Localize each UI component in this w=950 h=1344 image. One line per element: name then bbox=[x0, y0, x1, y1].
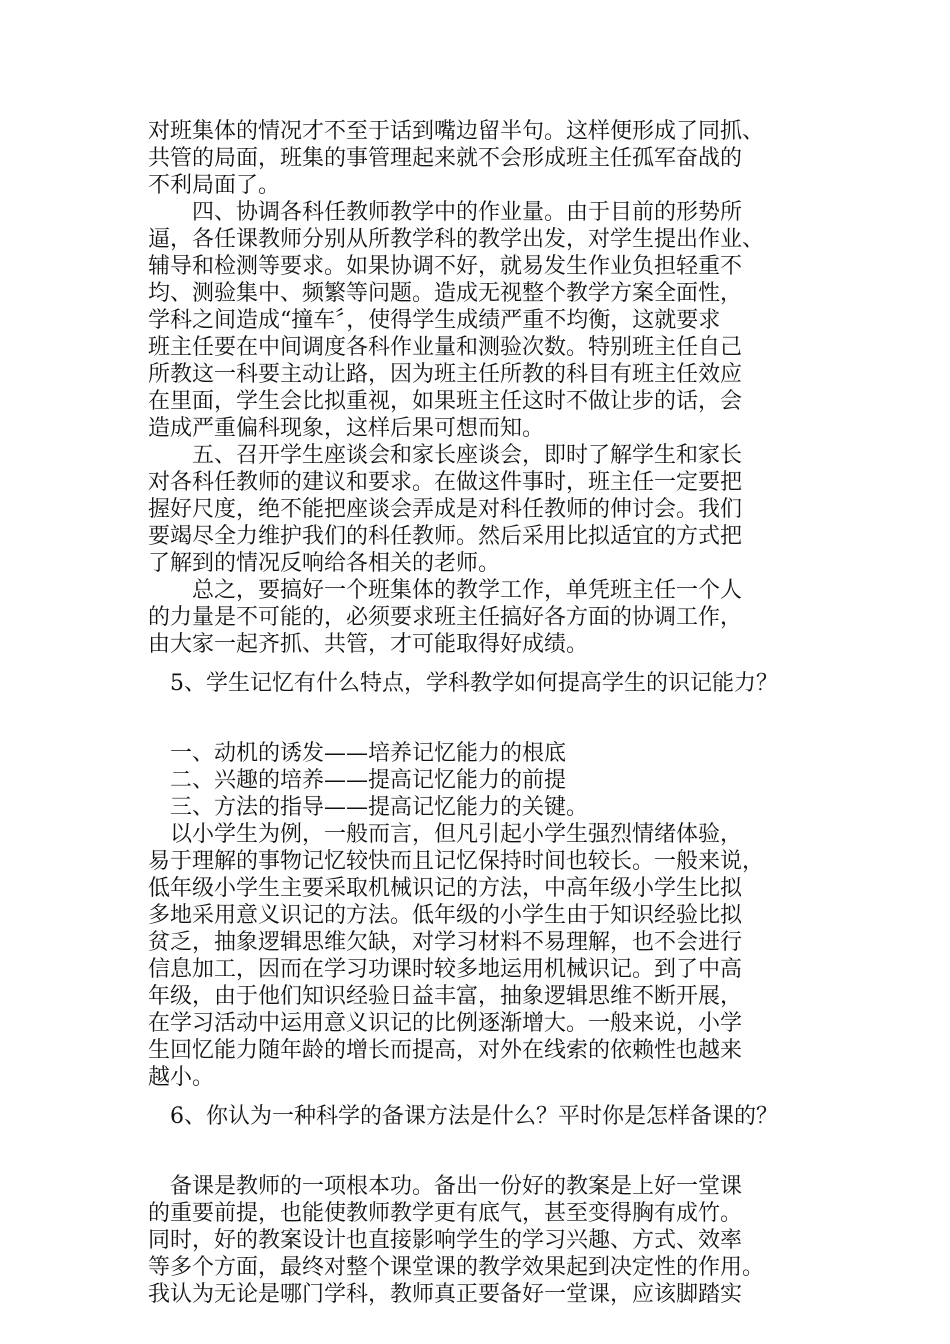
text-line: 对各科任教师的建议和要求。在做这件事时，班主任一定要把 bbox=[148, 470, 743, 495]
list-item: 一、动机的诱发——培养记忆能力的根底 bbox=[170, 741, 567, 766]
memory-points-list bbox=[148, 740, 818, 821]
text-line: 所教这一科要主动让路，因为班主任所教的科目有班主任效应 bbox=[148, 362, 743, 387]
paragraph-homework-coordination bbox=[148, 199, 818, 442]
text-line: 生回忆能力随年龄的增长而提高，对外在线索的依赖性也越来 bbox=[148, 1038, 743, 1063]
text-line: 易于理解的事物记忆较快而且记忆保持时间也较长。一般来说， bbox=[148, 849, 765, 874]
text-line: 我认为无论是哪门学科，教师真正要备好一堂课，应该脚踏实 bbox=[148, 1282, 743, 1307]
list-item: 三、方法的指导——提高记忆能力的关键。 bbox=[170, 795, 589, 820]
text-line: 多地采用意义识记的方法。低年级的小学生由于知识经验比拟 bbox=[148, 903, 743, 928]
text-line: 逼，各任课教师分别从所教学科的教学出发，对学生提出作业、 bbox=[148, 227, 765, 252]
paragraph-lesson-prep bbox=[148, 1173, 818, 1308]
question-6-heading: 6、你认为一种科学的备课方法是什么？平时你是怎样备课的？ bbox=[170, 1104, 778, 1129]
text-line: 共管的局面，班集的事管理起来就不会形成班主任孤军奋战的 bbox=[148, 146, 743, 171]
text-line: 不利局面了。 bbox=[148, 173, 281, 198]
text-line: 备课是教师的一项根本功。备出一份好的教案是上好一堂课 bbox=[170, 1174, 743, 1199]
text-line: 均、测验集中、频繁等问题。造成无视整个教学方案全面性， bbox=[148, 281, 743, 306]
text-line: 的力量是不可能的，必须要求班主任搞好各方面的协调工作， bbox=[148, 605, 743, 630]
text-line: 在里面，学生会比拟重视，如果班主任这时不做让步的话，会 bbox=[148, 389, 743, 414]
document-body bbox=[148, 118, 818, 1308]
list-item: 二、兴趣的培养——提高记忆能力的前提 bbox=[170, 768, 567, 793]
text-line: 造成严重偏科现象，这样后果可想而知。 bbox=[148, 416, 545, 441]
text-line: 越小。 bbox=[148, 1065, 215, 1090]
paragraph-summary bbox=[148, 577, 818, 658]
paragraph-meetings bbox=[148, 442, 818, 577]
text-line: 总之，要搞好一个班集体的教学工作，单凭班主任一个人 bbox=[192, 578, 743, 603]
text-line: 要竭尽全力维护我们的科任教师。然后采用比拟适宜的方式把 bbox=[148, 524, 743, 549]
text-line: 对班集体的情况才不至于话到嘴边留半句。这样便形成了同抓、 bbox=[148, 119, 765, 144]
text-line: 低年级小学生主要采取机械识记的方法，中高年级小学生比拟 bbox=[148, 876, 743, 901]
text-line: 年级，由于他们知识经验日益丰富，抽象逻辑思维不断开展， bbox=[148, 984, 743, 1009]
text-line: 五、召开学生座谈会和家长座谈会，即时了解学生和家长 bbox=[192, 443, 743, 468]
text-line: 贫乏，抽象逻辑思维欠缺，对学习材料不易理解，也不会进行 bbox=[148, 930, 743, 955]
text-line: 在学习活动中运用意义识记的比例逐渐增大。一般来说，小学 bbox=[148, 1011, 743, 1036]
text-line: 以小学生为例，一般而言，但凡引起小学生强烈情绪体验， bbox=[170, 822, 743, 847]
text-line: 握好尺度，绝不能把座谈会弄成是对科任教师的伸讨会。我们 bbox=[148, 497, 743, 522]
text-line: 由大家一起齐抓、共管，才可能取得好成绩。 bbox=[148, 632, 589, 657]
text-line: 同时，好的教案设计也直接影响学生的学习兴趣、方式、效率 bbox=[148, 1228, 743, 1253]
text-line: 信息加工，因而在学习功课时较多地运用机械识记。到了中高 bbox=[148, 957, 743, 982]
paragraph-memory bbox=[148, 821, 818, 1091]
paragraph-collaboration bbox=[148, 118, 818, 199]
text-line: 的重要前提，也能使教师教学更有底气，甚至变得胸有成竹。 bbox=[148, 1201, 743, 1226]
text-line: 辅导和检测等要求。如果协调不好，就易发生作业负担轻重不 bbox=[148, 254, 743, 279]
question-5-heading: 5、学生记忆有什么特点，学科教学如何提高学生的识记能力？ bbox=[170, 671, 778, 696]
text-line: 学科之间造成“撞车〞，使得学生成绩严重不均衡，这就要求 bbox=[148, 308, 721, 333]
text-line: 了解到的情况反响给各相关的老师。 bbox=[148, 551, 501, 576]
text-line: 等多个方面，最终对整个课堂课的教学效果起到决定性的作用。 bbox=[148, 1255, 765, 1280]
text-line: 班主任要在中间调度各科作业量和测验次数。特别班主任自己 bbox=[148, 335, 743, 360]
text-line: 四、协调各科任教师教学中的作业量。由于目前的形势所 bbox=[192, 200, 743, 225]
